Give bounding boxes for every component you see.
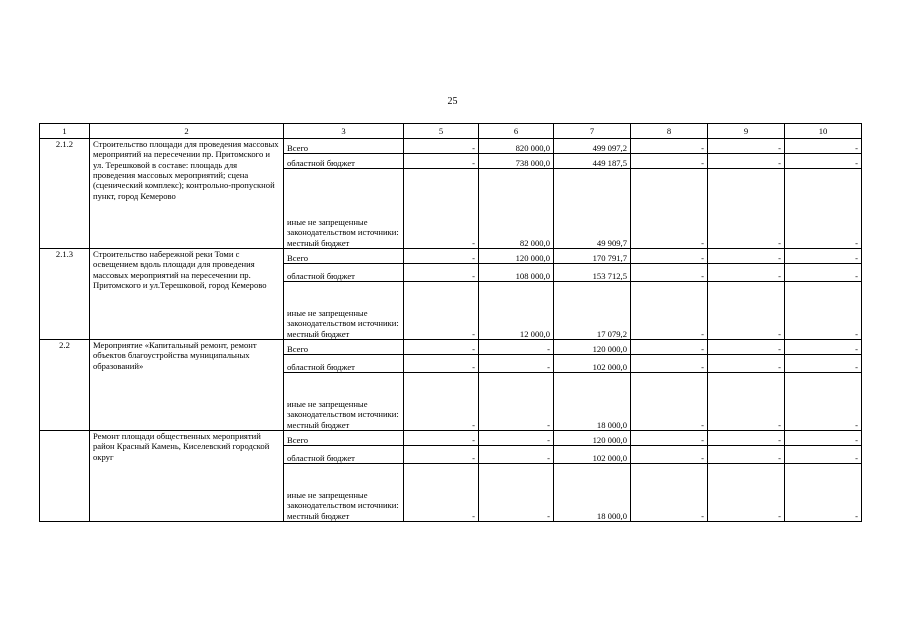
value-cell-v10: - xyxy=(785,464,862,522)
value-cell-v6: - xyxy=(479,373,554,431)
value-cell-v8: - xyxy=(631,464,708,522)
value-cell-v9: - xyxy=(708,264,785,282)
value-cell-v9: - xyxy=(708,169,785,249)
value-cell-v5: - xyxy=(404,373,479,431)
value-cell-v10: - xyxy=(785,355,862,373)
value-cell-v9: - xyxy=(708,249,785,264)
value-cell-v8: - xyxy=(631,139,708,154)
value-cell-v8: - xyxy=(631,431,708,446)
value-cell-v7: 102 000,0 xyxy=(554,446,631,464)
table-row xyxy=(40,249,862,264)
value-cell-v9: - xyxy=(708,431,785,446)
value-cell-v10: - xyxy=(785,169,862,249)
value-cell-v7: 18 000,0 xyxy=(554,373,631,431)
header-cell: 6 xyxy=(479,124,554,139)
value-cell-v10: - xyxy=(785,264,862,282)
value-cell-v7: 120 000,0 xyxy=(554,431,631,446)
item-code xyxy=(40,431,90,522)
value-cell-v9: - xyxy=(708,340,785,355)
header-cell: 10 xyxy=(785,124,862,139)
table-body xyxy=(40,124,862,522)
value-cell-v8: - xyxy=(631,355,708,373)
value-cell-v7: 17 079,2 xyxy=(554,282,631,340)
item-description: Ремонт площади общественных мероприятий район Красный Камень, Киселевский городской округ xyxy=(90,431,284,522)
value-cell-v8: - xyxy=(631,249,708,264)
value-cell-v9: - xyxy=(708,139,785,154)
funding-source: областной бюджет xyxy=(284,446,404,464)
funding-source: Всего xyxy=(284,139,404,154)
value-cell-v10: - xyxy=(785,249,862,264)
value-cell-v8: - xyxy=(631,169,708,249)
item-description: Строительство набережной реки Томи с освещением вдоль площади для проведения массовых мероприятий на пересечении пр. Притомского и ул.Терешковой, город Кемерово xyxy=(90,249,284,340)
value-cell-v5: - xyxy=(404,282,479,340)
value-cell-v6: 820 000,0 xyxy=(479,139,554,154)
value-cell-v6: 12 000,0 xyxy=(479,282,554,340)
value-cell-v10: - xyxy=(785,282,862,340)
value-cell-v5: - xyxy=(404,355,479,373)
item-description: Мероприятие «Капитальный ремонт, ремонт объектов благоустройства муниципальных образований» xyxy=(90,340,284,431)
value-cell-v9: - xyxy=(708,464,785,522)
value-cell-v5: - xyxy=(404,340,479,355)
value-cell-v10: - xyxy=(785,154,862,169)
value-cell-v9: - xyxy=(708,282,785,340)
value-cell-v8: - xyxy=(631,264,708,282)
value-cell-v10: - xyxy=(785,373,862,431)
value-cell-v10: - xyxy=(785,431,862,446)
value-cell-v7: 102 000,0 xyxy=(554,355,631,373)
value-cell-v5: - xyxy=(404,464,479,522)
value-cell-v6: 738 000,0 xyxy=(479,154,554,169)
value-cell-v7: 49 909,7 xyxy=(554,169,631,249)
value-cell-v9: - xyxy=(708,154,785,169)
header-cell: 1 xyxy=(40,124,90,139)
page-number: 25 xyxy=(447,96,458,107)
value-cell-v10: - xyxy=(785,340,862,355)
value-cell-v7: 449 187,5 xyxy=(554,154,631,169)
funding-source: областной бюджет xyxy=(284,264,404,282)
header-cell: 5 xyxy=(404,124,479,139)
value-cell-v7: 120 000,0 xyxy=(554,340,631,355)
header-row xyxy=(40,124,862,139)
header-cell: 2 xyxy=(90,124,284,139)
value-cell-v9: - xyxy=(708,355,785,373)
value-cell-v5: - xyxy=(404,446,479,464)
value-cell-v5: - xyxy=(404,264,479,282)
value-cell-v10: - xyxy=(785,139,862,154)
item-description: Строительство площади для проведения массовых мероприятий на пересечении пр. Притомского и ул. Терешковой в составе: площадь для проведения массовых мероприятий; сцена (сценический комплекс); контрольно-пропускной пункт, город Кемерово xyxy=(90,139,284,249)
value-cell-v7: 18 000,0 xyxy=(554,464,631,522)
value-cell-v8: - xyxy=(631,282,708,340)
item-code: 2.1.2 xyxy=(40,139,90,249)
table-row xyxy=(40,431,862,446)
funding-source: иные не запрещенные законодательством источники: местный бюджет xyxy=(284,169,404,249)
funding-source: Всего xyxy=(284,431,404,446)
value-cell-v6: - xyxy=(479,340,554,355)
header-cell: 7 xyxy=(554,124,631,139)
value-cell-v6: 108 000,0 xyxy=(479,264,554,282)
header-cell: 8 xyxy=(631,124,708,139)
value-cell-v8: - xyxy=(631,154,708,169)
value-cell-v7: 499 097,2 xyxy=(554,139,631,154)
value-cell-v8: - xyxy=(631,340,708,355)
value-cell-v6: - xyxy=(479,431,554,446)
funding-source: Всего xyxy=(284,249,404,264)
value-cell-v6: - xyxy=(479,464,554,522)
value-cell-v10: - xyxy=(785,446,862,464)
value-cell-v8: - xyxy=(631,446,708,464)
value-cell-v5: - xyxy=(404,249,479,264)
value-cell-v7: 170 791,7 xyxy=(554,249,631,264)
header-cell: 9 xyxy=(708,124,785,139)
funding-source: областной бюджет xyxy=(284,355,404,373)
value-cell-v6: 120 000,0 xyxy=(479,249,554,264)
value-cell-v5: - xyxy=(404,154,479,169)
funding-source: иные не запрещенные законодательством источники: местный бюджет xyxy=(284,373,404,431)
value-cell-v9: - xyxy=(708,446,785,464)
value-cell-v5: - xyxy=(404,139,479,154)
item-code: 2.1.3 xyxy=(40,249,90,340)
value-cell-v6: - xyxy=(479,446,554,464)
budget-table xyxy=(39,123,862,522)
funding-source: областной бюджет xyxy=(284,154,404,169)
value-cell-v9: - xyxy=(708,373,785,431)
table-row xyxy=(40,139,862,154)
item-code: 2.2 xyxy=(40,340,90,431)
header-cell: 3 xyxy=(284,124,404,139)
value-cell-v7: 153 712,5 xyxy=(554,264,631,282)
funding-source: Всего xyxy=(284,340,404,355)
value-cell-v6: 82 000,0 xyxy=(479,169,554,249)
value-cell-v5: - xyxy=(404,431,479,446)
table-row xyxy=(40,340,862,355)
value-cell-v6: - xyxy=(479,355,554,373)
funding-source: иные не запрещенные законодательством источники: местный бюджет xyxy=(284,464,404,522)
funding-source: иные не запрещенные законодательством источники: местный бюджет xyxy=(284,282,404,340)
value-cell-v8: - xyxy=(631,373,708,431)
value-cell-v5: - xyxy=(404,169,479,249)
